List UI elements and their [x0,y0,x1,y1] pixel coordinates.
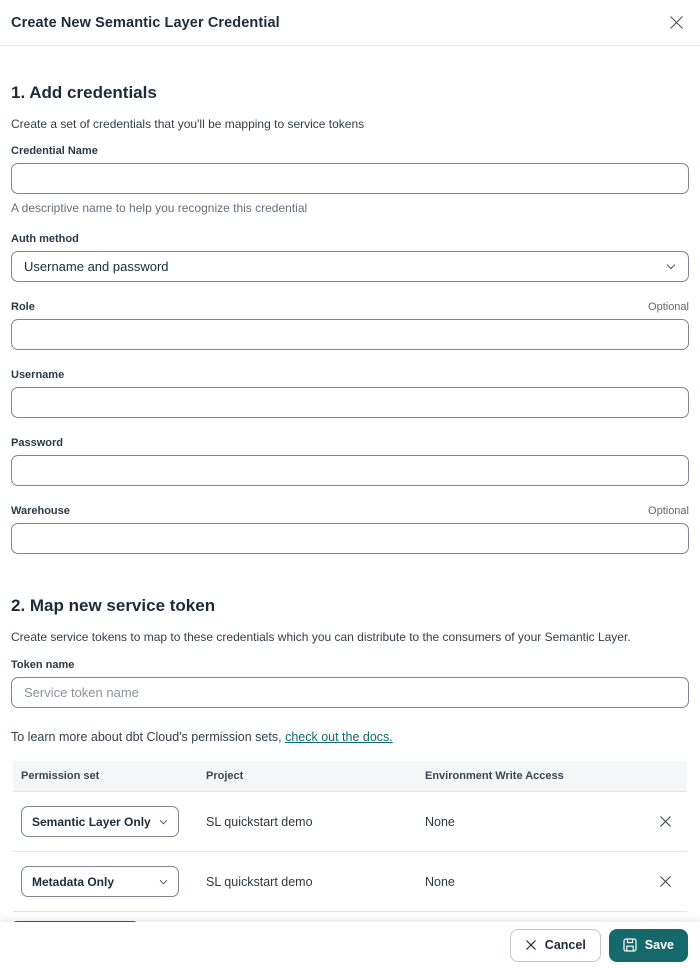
role-label: Role [11,301,35,313]
docs-helper-line [11,730,689,744]
save-label: Save [644,938,674,952]
docs-link[interactable]: check out the docs. [285,730,393,744]
permission-set-select[interactable] [21,806,179,837]
environment-write-access-cell: None [425,814,455,829]
credential-name-input[interactable] [11,163,689,194]
remove-row-button[interactable] [655,811,676,832]
role-optional-badge: Optional [648,301,689,313]
section-2-heading: 2. Map new service token [11,596,216,615]
save-icon [623,938,637,952]
cancel-button[interactable] [510,929,601,962]
section-2-description: Create service tokens to map to these credentials which you can distribute to the consumers of your Semantic Layer. [11,630,631,644]
permission-set-value: Semantic Layer Only [32,814,151,829]
close-icon [669,15,684,30]
col-header-permission-set: Permission set [21,770,100,782]
col-header-project: Project [206,770,244,782]
modal-header [0,0,700,46]
page-title: Create New Semantic Layer Credential [11,14,280,31]
permission-set-select[interactable] [21,866,179,897]
token-name-input[interactable] [11,677,689,708]
close-icon [659,875,672,888]
auth-method-select[interactable] [11,251,689,282]
cancel-label: Cancel [544,938,586,952]
section-1-heading: 1. Add credentials [11,83,157,102]
modal-footer [0,922,700,968]
chevron-down-icon [159,819,168,825]
col-header-environment-write-access: Environment Write Access [425,770,564,782]
warehouse-optional-badge: Optional [648,505,689,517]
permission-row [13,792,687,852]
chevron-down-icon [159,879,168,885]
permission-table [13,761,687,912]
close-icon [525,939,537,951]
username-label: Username [11,369,65,381]
auth-method-value: Username and password [24,259,169,274]
credential-name-label: Credential Name [11,145,98,157]
token-name-label: Token name [11,659,75,671]
chevron-down-icon [666,263,676,270]
environment-write-access-cell: None [425,874,455,889]
warehouse-label: Warehouse [11,505,70,517]
docs-helper-text: To learn more about dbt Cloud's permission sets, [11,730,286,744]
permission-row [13,852,687,912]
warehouse-input[interactable] [11,523,689,554]
permission-set-value: Metadata Only [32,874,115,889]
close-button[interactable] [667,13,686,32]
section-1-description: Create a set of credentials that you'll be mapping to service tokens [11,117,365,131]
password-input[interactable] [11,455,689,486]
username-input[interactable] [11,387,689,418]
credential-name-helper: A descriptive name to help you recognize this credential [11,201,308,215]
close-icon [659,815,672,828]
role-input[interactable] [11,319,689,350]
modal-content [0,83,700,948]
password-label: Password [11,437,63,449]
auth-method-label: Auth method [11,233,79,245]
project-cell: SL quickstart demo [206,874,313,889]
remove-row-button[interactable] [655,871,676,892]
project-cell: SL quickstart demo [206,814,313,829]
save-button[interactable] [609,929,688,962]
permission-table-header [13,761,687,792]
